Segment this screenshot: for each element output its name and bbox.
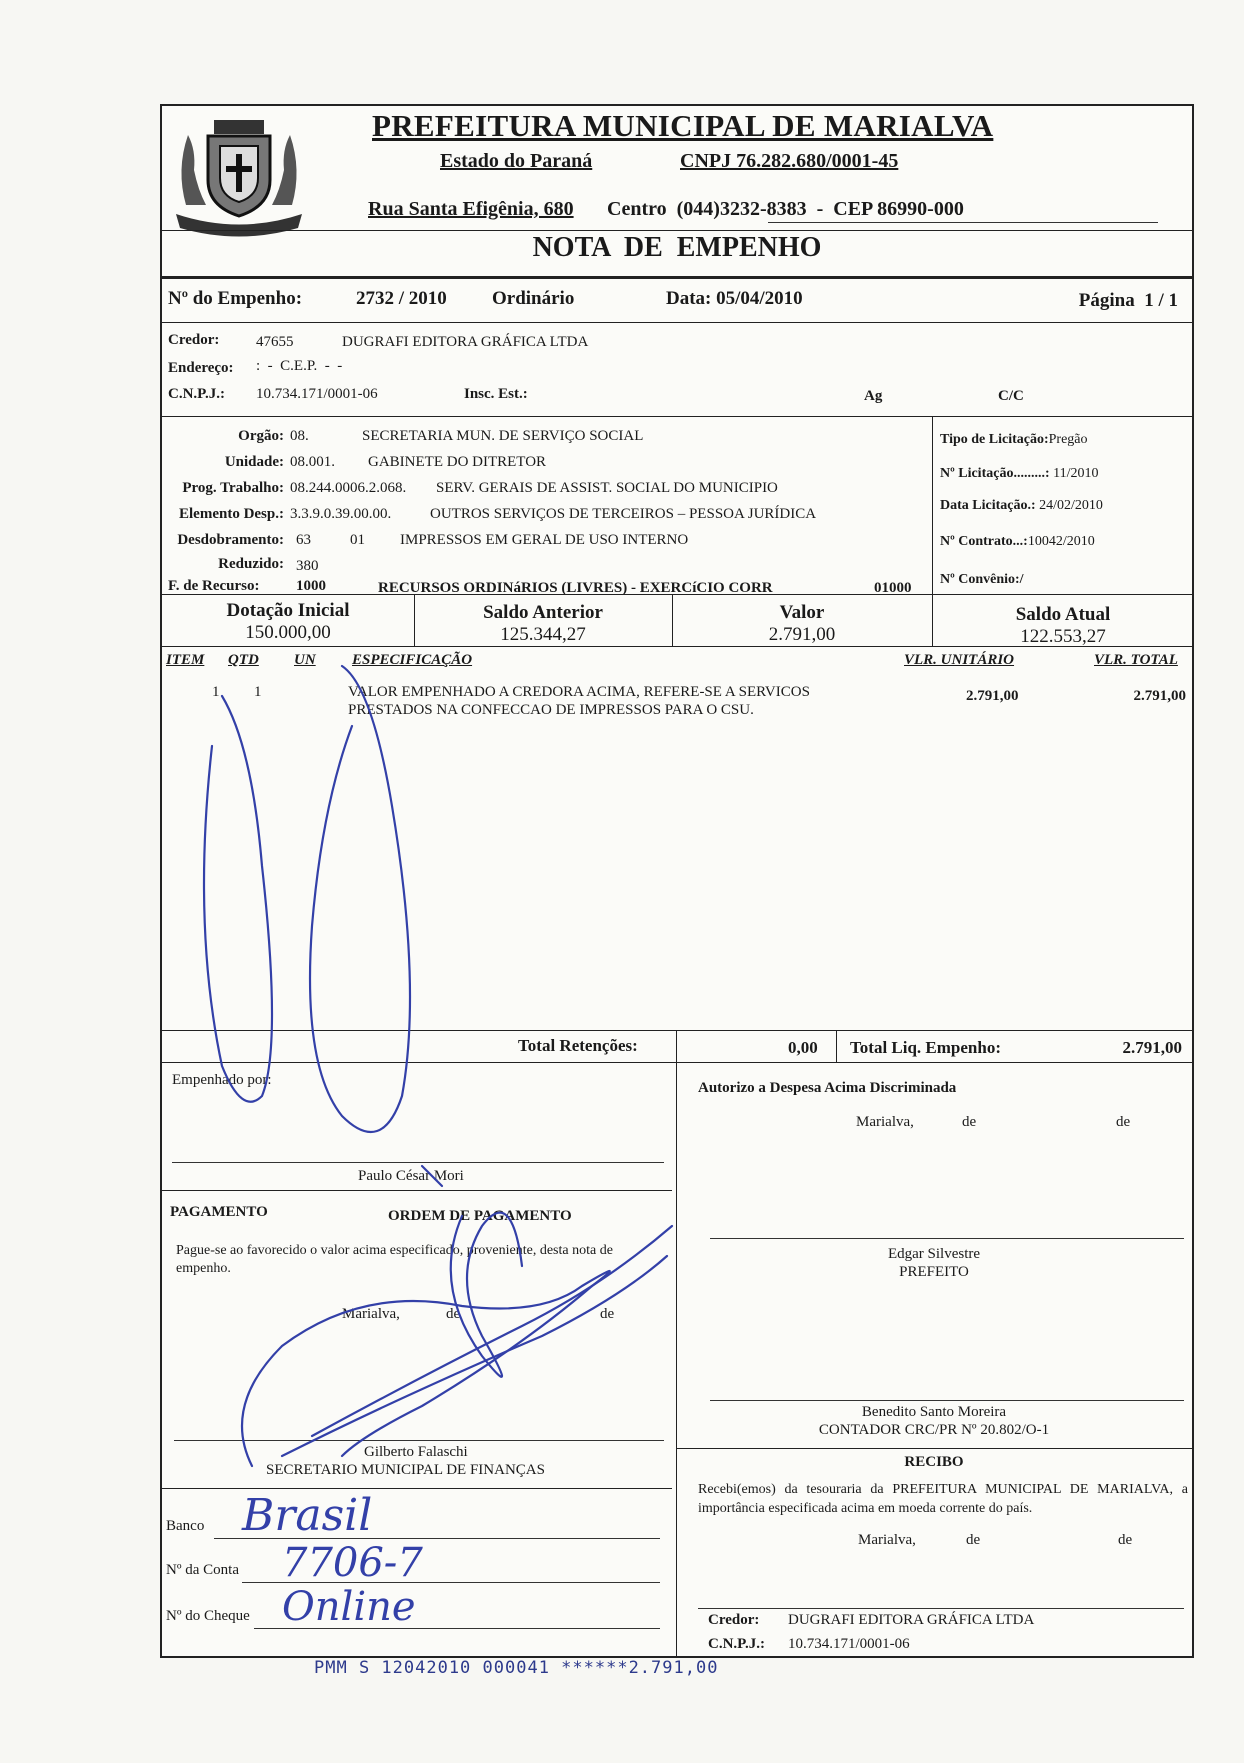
insc-est-label: Insc. Est.: [464, 386, 528, 402]
ordem-pagamento-label: ORDEM DE PAGAMENTO [388, 1208, 572, 1224]
prefeito-role: PREFEITO [899, 1264, 969, 1280]
recibo-cnpj-label: C.N.P.J.: [708, 1636, 765, 1652]
secretario-name: Gilberto Falaschi [364, 1444, 468, 1460]
recurso-num: 01000 [874, 580, 912, 596]
contrato-value: 10042/2010 [1027, 534, 1095, 549]
dotacao-value: 150.000,00 [245, 622, 331, 643]
credor-label: Credor: [168, 332, 220, 348]
col-vlr-total: VLR. TOTAL [1094, 652, 1178, 668]
empenho-date: Data: 05/04/2010 [666, 288, 803, 309]
autorizo-de1: de [962, 1114, 977, 1130]
unidade-label: Unidade: [224, 454, 284, 470]
contact-label: Centro (044)3232-8383 - CEP 86990-000 [607, 198, 964, 220]
contrato [940, 534, 1095, 550]
pagamento-de1: de [446, 1306, 461, 1322]
banco-value: Brasil [242, 1490, 373, 1541]
num-licitacao-label: Nº Licitação.........: [940, 466, 1050, 481]
recibo-place: Marialva, [858, 1532, 916, 1548]
cheque-value: Online [282, 1584, 416, 1630]
desdob-name: IMPRESSOS EM GERAL DE USO INTERNO [400, 532, 689, 548]
municipal-coat-of-arms-icon [166, 110, 312, 240]
col-un: UN [294, 652, 316, 668]
autorizo-de2: de [1116, 1114, 1131, 1130]
tipo-licitacao-label: Tipo de Licitação: [940, 432, 1049, 447]
desdob-label: Desdobramento: [177, 532, 284, 548]
saldo-atual-label: Saldo Atual [1015, 604, 1111, 625]
prog-label: Prog. Trabalho: [182, 480, 284, 496]
tipo-licitacao-value: Pregão [1048, 432, 1088, 447]
convenio-label: Nº Convênio:/ [940, 572, 1024, 587]
col-qtd: QTD [228, 652, 259, 668]
num-licitacao [940, 466, 1098, 482]
unidade-name: GABINETE DO DITRETOR [368, 454, 547, 470]
recurso-name: RECURSOS ORDINáRIOS (LIVRES) - EXERCíCIO CORR [378, 580, 773, 596]
recurso-label: F. de Recurso: [168, 578, 260, 594]
item-desc-line2: PRESTADOS NA CONFECCAO DE IMPRESSOS PARA O CSU. [348, 702, 754, 718]
contador-name: Benedito Santo Moreira [861, 1404, 1007, 1420]
dotacao-label: Dotação Inicial [226, 600, 350, 621]
recibo-de2: de [1118, 1532, 1133, 1548]
prefeito-name: Edgar Silvestre [887, 1246, 981, 1262]
pagamento-text: Pague-se ao favorecido o valor acima especificado, proveniente, desta nota de empenho. [176, 1243, 613, 1276]
payment-stamp: PMM S 12042010 000041 ******2.791,00 [314, 1658, 719, 1678]
page-title: PREFEITURA MUNICIPAL DE MARIALVA [372, 108, 994, 143]
conta-value: 7706-7 [282, 1540, 423, 1586]
num-licitacao-value: 11/2010 [1053, 466, 1099, 481]
prog-name: SERV. GERAIS DE ASSIST. SOCIAL DO MUNICIPIO [436, 480, 778, 496]
credor-cnpj: 10.734.171/0001-06 [256, 386, 378, 402]
cheque-label: Nº do Cheque [166, 1608, 250, 1624]
desdob-code: 63 [296, 532, 311, 548]
ag-label: Ag [864, 388, 883, 404]
credor-cnpj-label: C.N.P.J.: [168, 386, 225, 402]
secretario-role: SECRETARIO MUNICIPAL DE FINANÇAS [266, 1462, 545, 1478]
elemento-code: 3.3.9.0.39.00.00. [290, 506, 392, 522]
endereco-label: Endereço: [168, 360, 234, 376]
saldo-anterior-label: Saldo Anterior [483, 602, 603, 623]
endereco-value: : - C.E.P. - - [256, 358, 343, 374]
recibo-text: Recebi(emos) da tesouraria da PREFEITURA MUNICIPAL DE MARIALVA, a importância especificada acima em moeda corrente do país. [698, 1482, 1188, 1516]
autorizo-title: Autorizo a Despesa Acima Discriminada [698, 1080, 957, 1096]
tipo-licitacao [940, 432, 1088, 448]
address-label: Rua Santa Efigênia, 680 [368, 198, 574, 220]
empenho-type: Ordinário [492, 288, 575, 309]
empenhado-label: Empenhado por: [172, 1072, 272, 1088]
cc-label: C/C [998, 388, 1024, 404]
col-item: ITEM [166, 652, 205, 668]
col-especificacao: ESPECIFICAÇÃO [352, 652, 473, 668]
orgao-code: 08. [290, 428, 309, 444]
banco-label: Banco [166, 1518, 205, 1534]
recibo-cnpj: 10.734.171/0001-06 [788, 1636, 910, 1652]
item-unit-value: 2.791,00 [966, 688, 1019, 704]
credor-code: 47655 [256, 334, 294, 350]
total-retencoes-value: 0,00 [788, 1038, 818, 1057]
recibo-de1: de [966, 1532, 981, 1548]
orgao-name: SECRETARIA MUN. DE SERVIÇO SOCIAL [362, 428, 644, 444]
valor-value: 2.791,00 [768, 624, 836, 645]
state-label: Estado do Paraná [440, 150, 593, 172]
recibo-title: RECIBO [904, 1454, 964, 1470]
contador-role: CONTADOR CRC/PR Nº 20.802/O-1 [818, 1422, 1050, 1438]
total-retencoes-label: Total Retenções: [518, 1036, 638, 1055]
total-liq-value: 2.791,00 [1122, 1038, 1182, 1057]
reduzido-label: Reduzido: [218, 556, 284, 572]
item-total-value: 2.791,00 [1133, 688, 1186, 704]
reduzido-value: 380 [296, 558, 319, 574]
empenhado-name: Paulo César Mori [358, 1168, 464, 1184]
total-liq-label: Total Liq. Empenho: [850, 1038, 1001, 1057]
credor-name: DUGRAFI EDITORA GRÁFICA LTDA [342, 334, 589, 350]
saldo-anterior-value: 125.344,27 [500, 624, 586, 645]
data-licitacao-label: Data Licitação.: [940, 498, 1036, 513]
recibo-credor-name: DUGRAFI EDITORA GRÁFICA LTDA [788, 1612, 1035, 1628]
elemento-label: Elemento Desp.: [179, 506, 284, 522]
saldo-atual-value: 122.553,27 [1020, 626, 1106, 647]
empenho-number-label: Nº do Empenho: [168, 288, 303, 309]
recurso-code: 1000 [296, 578, 326, 594]
desdob-sub: 01 [350, 532, 365, 548]
nota-de-empenho-document [160, 104, 1194, 1658]
elemento-name: OUTROS SERVIÇOS DE TERCEIROS – PESSOA JURÍDICA [430, 506, 817, 522]
data-licitacao [940, 498, 1103, 514]
orgao-label: Orgão: [238, 428, 284, 444]
cnpj-label: CNPJ 76.282.680/0001-45 [680, 150, 899, 172]
data-licitacao-value: 24/02/2010 [1039, 498, 1103, 513]
item-desc-line1: VALOR EMPENHADO A CREDORA ACIMA, REFERE-SE A SERVICOS [348, 684, 810, 700]
item-qtd: 1 [254, 684, 262, 700]
pagamento-label: PAGAMENTO [170, 1204, 268, 1220]
page-number: Página 1 / 1 [1078, 290, 1178, 311]
conta-label: Nº da Conta [166, 1562, 239, 1578]
unidade-code: 08.001. [290, 454, 335, 470]
prog-code: 08.244.0006.2.068. [290, 480, 407, 496]
contrato-label: Nº Contrato...: [940, 534, 1028, 549]
col-vlr-unitario: VLR. UNITÁRIO [904, 652, 1015, 668]
pagamento-de2: de [600, 1306, 615, 1322]
pagamento-place: Marialva, [342, 1306, 400, 1322]
empenho-number: 2732 / 2010 [356, 288, 447, 309]
valor-label: Valor [779, 602, 825, 623]
item-number: 1 [212, 684, 220, 700]
autorizo-place: Marialva, [856, 1114, 914, 1130]
doc-title: NOTA DE EMPENHO [532, 232, 822, 263]
recibo-credor-label: Credor: [708, 1612, 760, 1628]
